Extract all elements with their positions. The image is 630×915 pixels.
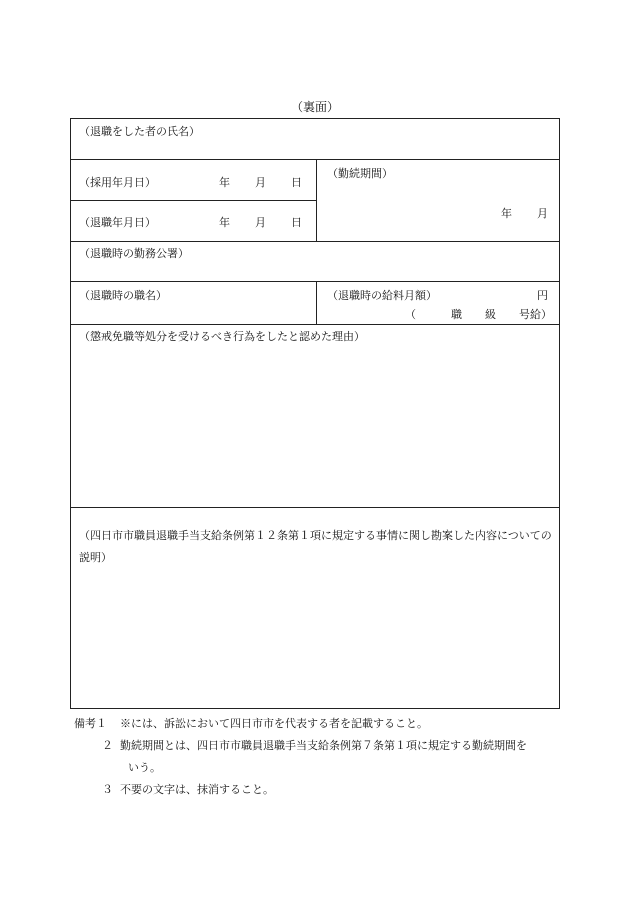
retire-year-unit: 年 (219, 216, 230, 229)
hire-month-unit: 月 (255, 176, 266, 189)
service-month-unit: 月 (537, 207, 548, 220)
grade-gokyu-unit: 号給） (519, 308, 552, 321)
retire-day-unit: 日 (291, 216, 302, 229)
disciplinary-reason-label: （懲戒免職等処分を受けるべき行為をしたと認めた理由） (79, 330, 365, 343)
row-divider (71, 507, 559, 508)
row-divider (71, 241, 559, 242)
hire-date-label: （採用年月日） (79, 176, 156, 189)
remarks (74, 713, 574, 801)
retirement-form-table (70, 118, 560, 709)
remark-text: いう。 (128, 761, 161, 774)
office-label: （退職時の勤務公署） (79, 247, 189, 260)
remark-text: 勤続期間とは、四日市市職員退職手当支給条例第７条第１項に規定する勤続期間を (120, 739, 527, 752)
remark-text: ※には、訴訟において四日市市を代表する者を記載すること。 (120, 717, 428, 730)
remark-item (74, 735, 574, 757)
remark-item (74, 779, 574, 801)
remark-item (74, 713, 574, 735)
article-12-explanation-label: （四日市市職員退職手当支給条例第１２条第１項に規定する事情に関し勘案した内容についての説明） (79, 529, 552, 564)
retire-month-unit: 月 (255, 216, 266, 229)
hire-day-unit: 日 (291, 176, 302, 189)
salary-label: （退職時の給料月額） (327, 289, 437, 302)
retiree-name-label: （退職をした者の氏名） (79, 125, 200, 138)
row-divider (71, 324, 559, 325)
remark-number: ２ (102, 739, 113, 752)
hire-year-unit: 年 (219, 176, 230, 189)
salary-yen-unit: 円 (537, 289, 548, 302)
grade-open-paren: （ (405, 308, 416, 321)
service-period-label: （勤続期間） (327, 167, 393, 180)
position-label: （退職時の職名） (79, 289, 167, 302)
service-year-unit: 年 (501, 207, 512, 220)
retire-date-label: （退職年月日） (79, 216, 156, 229)
remarks-label: 備考１ (74, 717, 107, 730)
row-divider (71, 200, 316, 201)
row-divider (71, 281, 559, 282)
page-title: （裏面） (290, 100, 339, 114)
grade-kyu-unit: 級 (485, 308, 496, 321)
column-divider (316, 281, 317, 324)
row-divider (71, 159, 559, 160)
grade-shoku-unit: 職 (451, 308, 462, 321)
remark-item-continuation (74, 757, 574, 779)
remark-number: ３ (102, 783, 113, 796)
remark-text: 不要の文字は、抹消すること。 (120, 783, 274, 796)
column-divider (316, 159, 317, 241)
